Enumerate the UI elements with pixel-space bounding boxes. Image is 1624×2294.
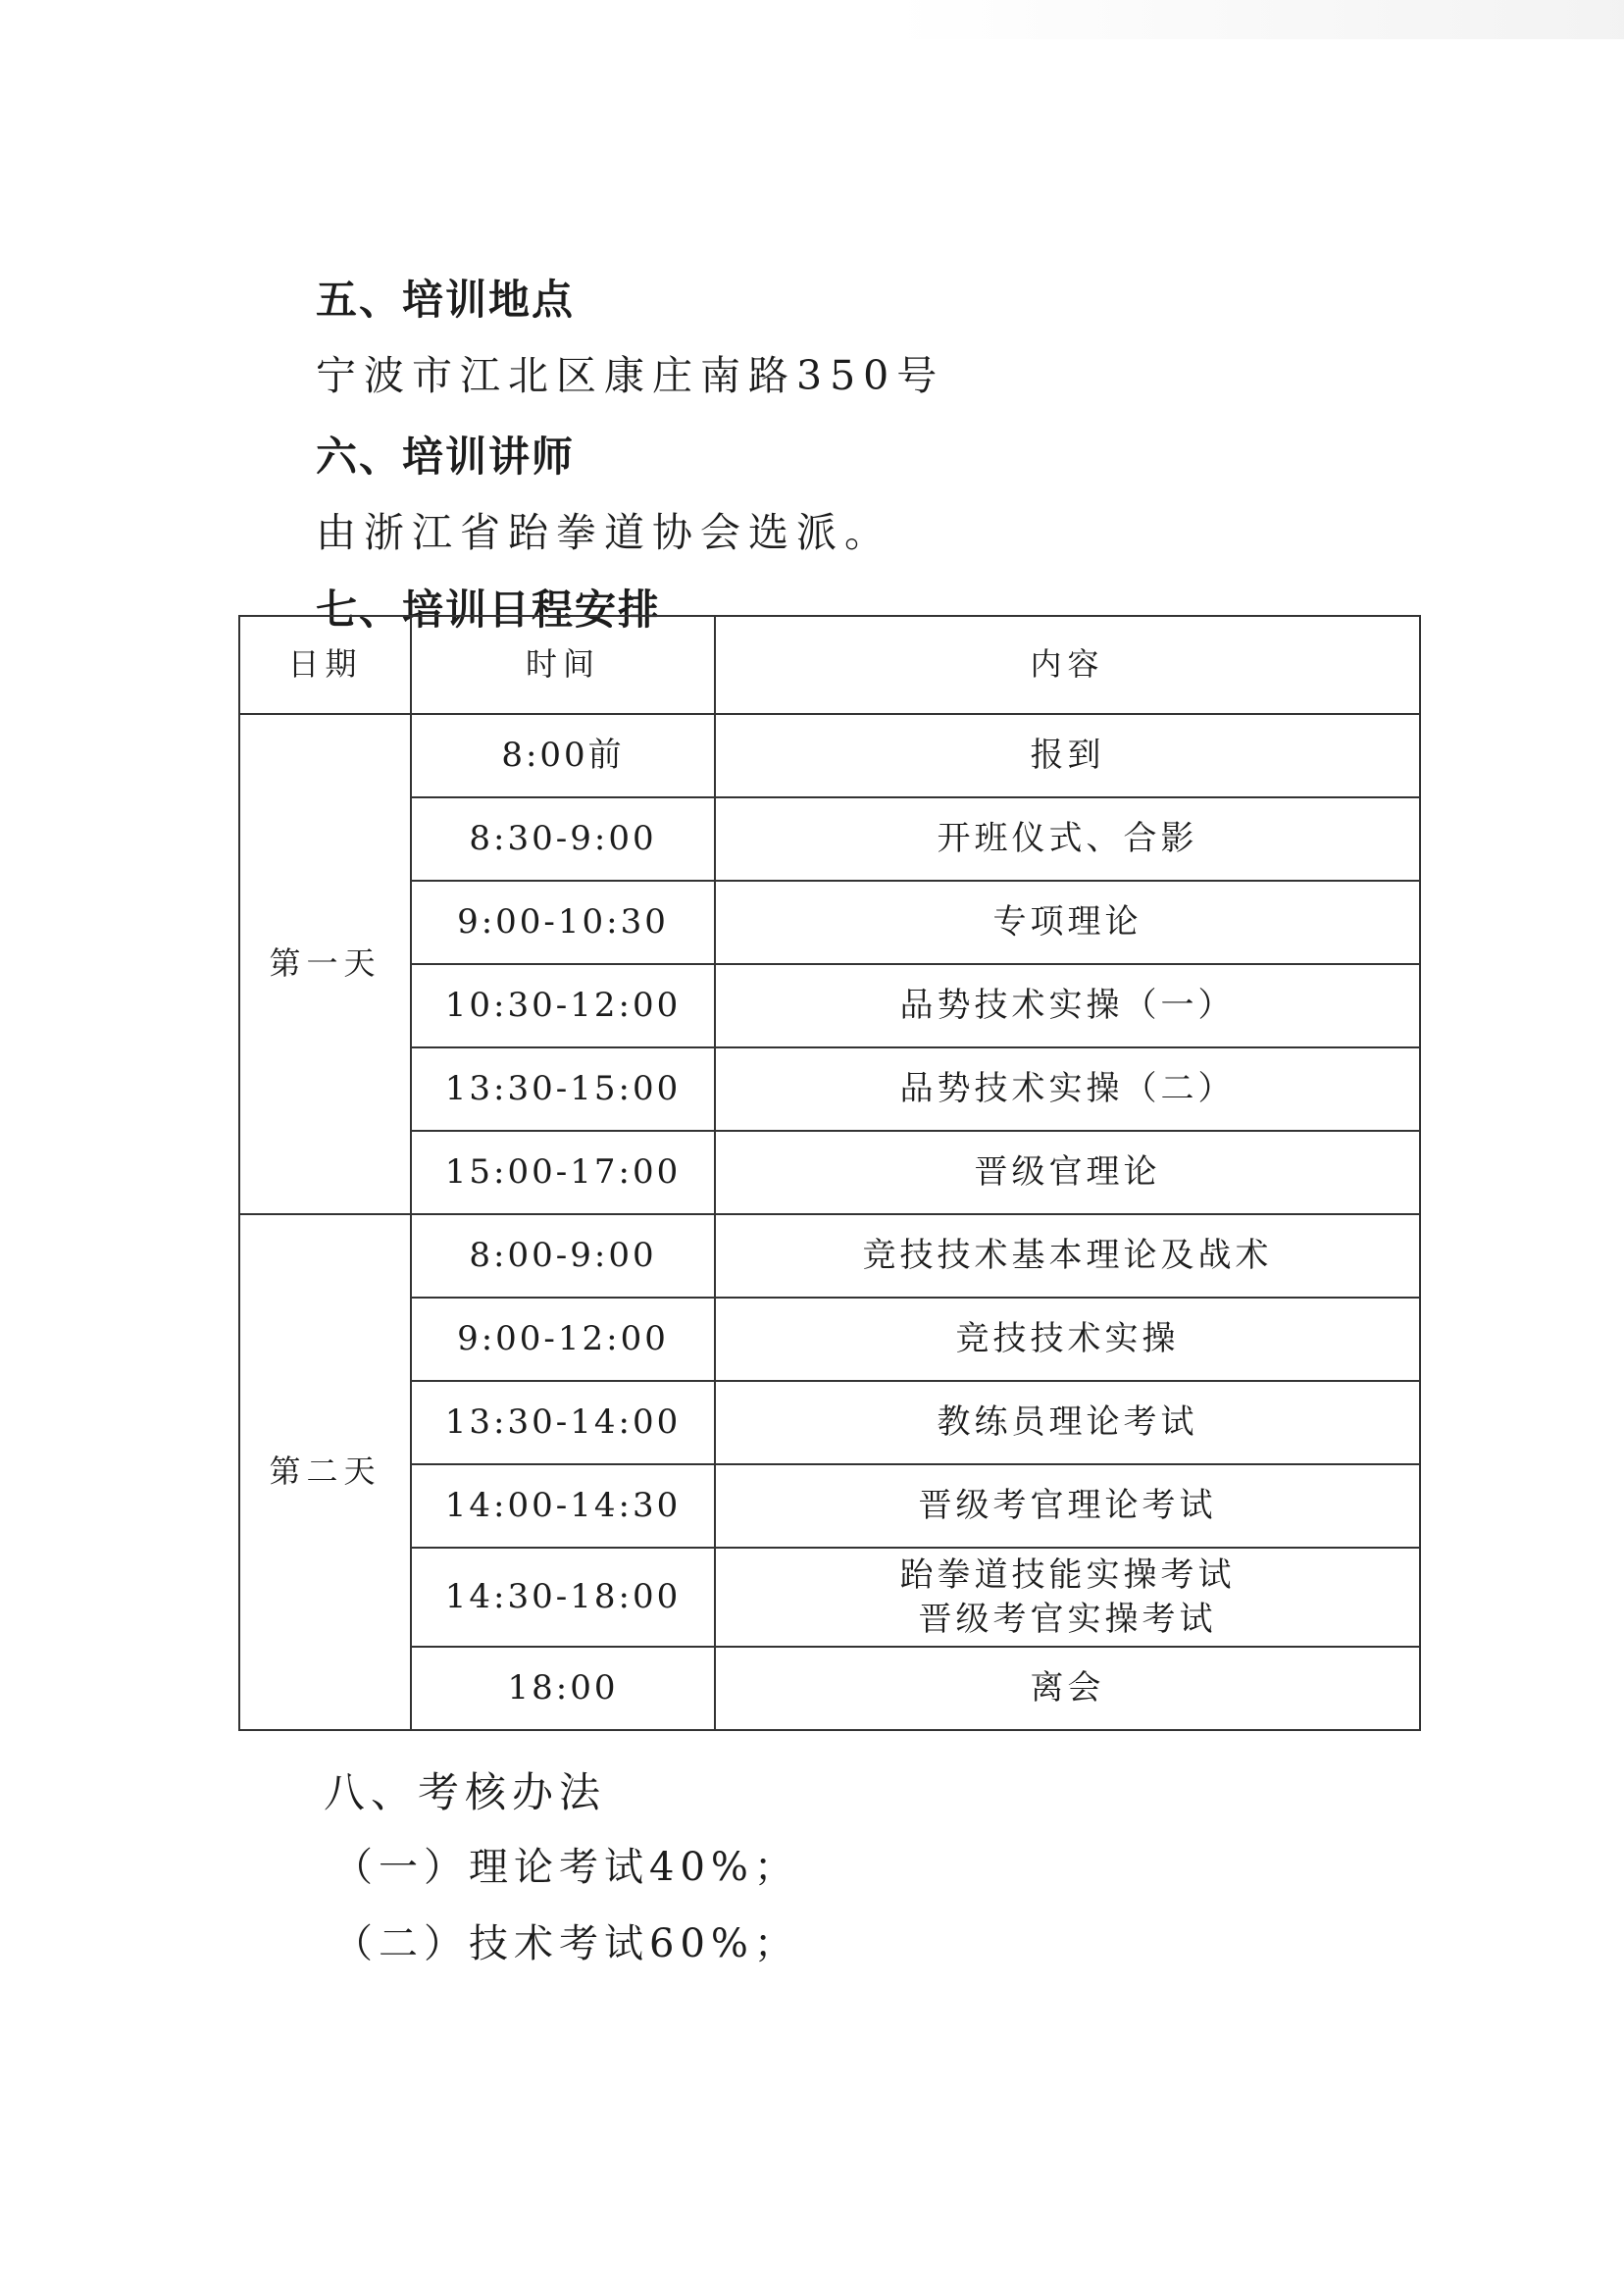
time-cell: 10:30-12:00 — [411, 964, 715, 1047]
time-cell: 8:30-9:00 — [411, 797, 715, 881]
section-5-title: 五、培训地点 — [316, 276, 576, 324]
scan-edge-shade — [0, 0, 1624, 39]
content-cell: 晋级官理论 — [715, 1131, 1420, 1214]
table-row — [239, 1464, 1420, 1548]
section-6-title: 六、培训讲师 — [316, 433, 576, 481]
table-row — [239, 1647, 1420, 1730]
time-cell: 14:30-18:00 — [411, 1548, 715, 1647]
time-cell: 13:30-15:00 — [411, 1047, 715, 1131]
header-date: 日期 — [239, 616, 411, 714]
time-cell: 9:00-10:30 — [411, 881, 715, 964]
assessment-item-2: （二）技术考试60%； — [333, 1921, 799, 1966]
content-cell: 教练员理论考试 — [715, 1381, 1420, 1464]
table-row — [239, 1047, 1420, 1131]
day-2-label: 第二天 — [239, 1214, 411, 1730]
time-cell: 18:00 — [411, 1647, 715, 1730]
table-row — [239, 797, 1420, 881]
table-row — [239, 714, 1420, 797]
table-row — [239, 1298, 1420, 1381]
content-cell: 开班仪式、合影 — [715, 797, 1420, 881]
table-row — [239, 881, 1420, 964]
time-cell: 9:00-12:00 — [411, 1298, 715, 1381]
table-row — [239, 1131, 1420, 1214]
table-row — [239, 1381, 1420, 1464]
content-cell: 品势技术实操（二） — [715, 1047, 1420, 1131]
content-line-2: 晋级考官实操考试 — [918, 1599, 1217, 1639]
assessment-item-1: （一）理论考试40%； — [333, 1845, 799, 1890]
time-cell: 8:00前 — [411, 714, 715, 797]
header-time: 时间 — [411, 616, 715, 714]
content-cell: 竞技技术基本理论及战术 — [715, 1214, 1420, 1298]
header-content: 内容 — [715, 616, 1420, 714]
section-5-body: 宁波市江北区康庄南路350号 — [316, 352, 945, 399]
section-6-body: 由浙江省跆拳道协会选派。 — [316, 509, 892, 556]
section-7-title: 七、培训日程安排 — [316, 586, 662, 634]
content-cell — [715, 1548, 1420, 1647]
table-row — [239, 1214, 1420, 1298]
table-row — [239, 964, 1420, 1047]
time-cell: 14:00-14:30 — [411, 1464, 715, 1548]
content-cell: 品势技术实操（一） — [715, 964, 1420, 1047]
content-cell: 报到 — [715, 714, 1420, 797]
table-header-row — [239, 616, 1420, 714]
content-cell: 竞技技术实操 — [715, 1298, 1420, 1381]
content-line-1: 跆拳道技能实操考试 — [899, 1555, 1236, 1596]
section-8-title: 八、考核办法 — [324, 1768, 607, 1816]
day-1-label: 第一天 — [239, 714, 411, 1214]
time-cell: 13:30-14:00 — [411, 1381, 715, 1464]
content-cell: 晋级考官理论考试 — [715, 1464, 1420, 1548]
time-cell: 8:00-9:00 — [411, 1214, 715, 1298]
time-cell: 15:00-17:00 — [411, 1131, 715, 1214]
table-row — [239, 1548, 1420, 1647]
schedule-table — [238, 615, 1421, 1731]
content-cell: 专项理论 — [715, 881, 1420, 964]
content-cell: 离会 — [715, 1647, 1420, 1730]
